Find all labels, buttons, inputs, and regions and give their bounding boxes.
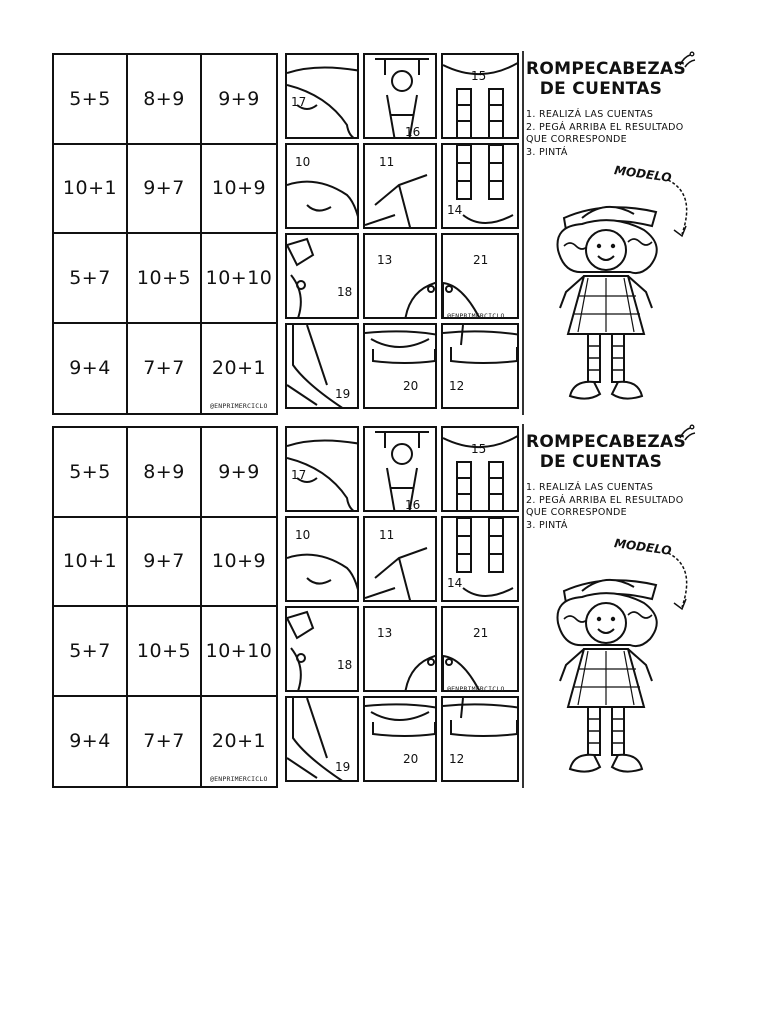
puzzle-tile [285,426,359,512]
title-line-1: ROMPECABEZAS [526,432,687,452]
puzzle-tile [285,696,359,782]
instruction-step: QUE CORRESPONDE [526,134,627,145]
puzzle-tile-number: 20 [403,379,419,393]
puzzle-image-grid [285,426,519,784]
puzzle-tile-number: 18 [337,285,353,299]
puzzle-tile-number: 20 [403,752,419,766]
puzzle-tile [363,426,437,512]
sum-cell: 5+7 [54,234,128,324]
puzzle-tile-number: 16 [405,498,421,512]
puzzle-tile-art [443,698,519,782]
sum-cell: 7+7 [128,697,202,787]
puzzle-tile [285,53,359,139]
sum-cell: 9+9 [202,55,276,145]
sum-cell: 10+10 [202,607,276,697]
puzzle-tile-art [365,698,437,782]
puzzle-tile-number: 14 [447,203,463,217]
sum-cell: 9+7 [128,145,202,235]
sum-cell: 8+9 [128,428,202,518]
modelo-label: MODELO [613,163,673,185]
puzzle-tile-number: 13 [377,626,393,640]
puzzle-tile-number: 21 [473,626,489,640]
puzzle-tile-number: 10 [295,155,311,169]
credit-sums: @ENPRIMERCICLO [210,775,268,783]
instructions-list [526,109,684,159]
sparkle-icon [676,51,698,69]
instruction-step: 1. REALIZÁ LAS CUENTAS [526,109,654,120]
puzzle-tile-art [365,428,437,512]
sum-cell: 10+1 [54,145,128,235]
divider-line [522,51,524,415]
puzzle-tile [441,696,519,782]
puzzle-tile [441,233,519,319]
sum-cell: 5+7 [54,607,128,697]
credit-puzzle: @ENPRIMERCICLO [447,312,505,320]
instruction-step: 3. PINTÁ [526,519,568,531]
puzzle-tile-number: 11 [379,528,395,542]
puzzle-tile-art [365,608,437,692]
sum-cell: 20+1 [211,730,267,753]
puzzle-tile-art [365,145,437,229]
puzzle-tile-art [443,235,519,319]
sum-cell: 9+4 [54,324,128,414]
puzzle-tile-art [443,608,519,692]
worksheet-title [526,59,687,99]
puzzle-tile-number: 13 [377,253,393,267]
sum-cell: 7+7 [128,324,202,414]
puzzle-tile-number: 19 [335,760,351,774]
sum-cell: 8+9 [128,55,202,145]
puzzle-tile [285,323,359,409]
sum-cell: 20+1 [211,357,267,380]
worksheet-title [526,432,687,472]
puzzle-tile [285,516,359,602]
instruction-step: 2. PEGÁ ARRIBA EL RESULTADO [526,121,684,133]
puzzle-tile [441,53,519,139]
puzzle-tile [363,606,437,692]
puzzle-tile-number: 19 [335,387,351,401]
doll-illustration [544,569,674,784]
puzzle-tile-art [365,518,437,602]
worksheet-bottom [50,424,726,788]
puzzle-tile [363,233,437,319]
puzzle-tile-number: 17 [291,468,307,482]
puzzle-tile [285,606,359,692]
puzzle-tile-art [365,235,437,319]
puzzle-tile-number: 14 [447,576,463,590]
sum-cell: 10+10 [202,234,276,324]
puzzle-tile [363,323,437,409]
sum-cell: 9+4 [54,697,128,787]
instruction-step: 2. PEGÁ ARRIBA EL RESULTADO [526,494,684,506]
instructions-list [526,482,684,532]
puzzle-tile-number: 11 [379,155,395,169]
puzzle-tile [441,426,519,512]
puzzle-tile [441,143,519,229]
puzzle-tile [441,606,519,692]
puzzle-tile-number: 18 [337,658,353,672]
worksheet-top [50,51,726,415]
puzzle-tile-art [287,608,359,692]
title-line-2: DE CUENTAS [539,452,663,472]
puzzle-tile [363,696,437,782]
sum-cell: 10+9 [202,518,276,608]
title-line-1: ROMPECABEZAS [526,59,687,79]
sum-cell: 5+5 [54,55,128,145]
puzzle-tile-art [365,325,437,409]
credit-sums: @ENPRIMERCICLO [210,402,268,410]
puzzle-tile [441,516,519,602]
instruction-step: QUE CORRESPONDE [526,507,627,518]
puzzle-tile-art [443,428,519,512]
puzzle-tile [363,516,437,602]
title-line-2: DE CUENTAS [539,79,663,99]
credit-puzzle: @ENPRIMERCICLO [447,685,505,693]
puzzle-tile [363,53,437,139]
puzzle-tile [441,323,519,409]
puzzle-tile [363,143,437,229]
sum-cell: 10+9 [202,145,276,235]
puzzle-tile-art [365,55,437,139]
sum-cell: 10+5 [128,607,202,697]
puzzle-tile-number: 10 [295,528,311,542]
sparkle-icon [676,424,698,442]
sums-grid [52,426,278,788]
puzzle-tile-number: 12 [449,379,465,393]
puzzle-tile-number: 15 [471,442,487,456]
sum-cell: 9+9 [202,428,276,518]
puzzle-tile [285,143,359,229]
puzzle-image-grid [285,53,519,411]
doll-illustration [544,196,674,411]
divider-line [522,424,524,788]
puzzle-tile [285,233,359,319]
modelo-label: MODELO [613,536,673,558]
puzzle-tile-number: 17 [291,95,307,109]
puzzle-tile-art [287,235,359,319]
sum-cell: 10+5 [128,234,202,324]
puzzle-tile-number: 16 [405,125,421,139]
puzzle-tile-number: 21 [473,253,489,267]
instruction-step: 1. REALIZÁ LAS CUENTAS [526,482,654,493]
sums-grid [52,53,278,415]
sum-cell: 5+5 [54,428,128,518]
sum-cell: 10+1 [54,518,128,608]
puzzle-tile-number: 15 [471,69,487,83]
puzzle-tile-art [443,55,519,139]
sum-cell: 9+7 [128,518,202,608]
puzzle-tile-art [443,325,519,409]
puzzle-tile-number: 12 [449,752,465,766]
instruction-step: 3. PINTÁ [526,146,568,158]
